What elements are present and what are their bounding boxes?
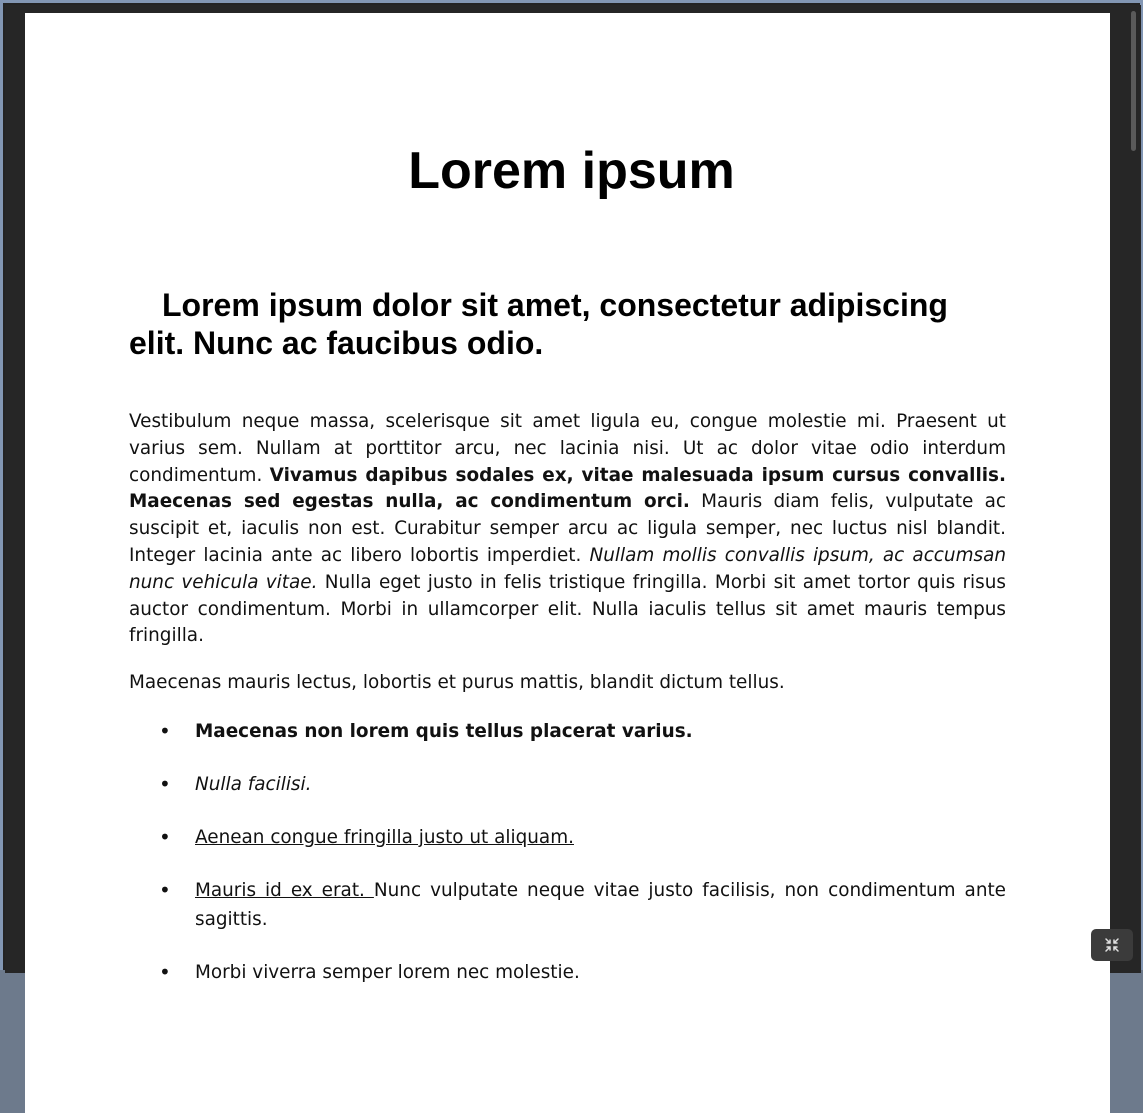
scrollbar-thumb[interactable] [1131,11,1136,151]
document-subtitle: Lorem ipsum dolor sit amet, consectetur adipiscing elit. Nunc ac faucibus odio. [129,287,948,361]
document-viewer [5,5,1141,983]
list-item [129,717,1006,746]
paragraph-1-text-e: Nulla eget justo in felis tristique fringilla. Morbi sit amet tortor quis risus auctor condimentum. Morbi in ullamcorper elit. Nulla iaculis tellus sit amet mauris tempus fringilla. [129,571,1006,647]
paragraph-1-text-c: Mauris diam felis, vulputate ac suscipit et, iaculis non est. Curabitur semper arcu ac ligula semper, nec luctus nisl blandit. Integer lacinia ante ac libero lobortis imperdiet. [129,491,1006,566]
list-item-underline: Aenean congue fringilla justo ut aliquam. [195,826,574,848]
list-item [129,876,1006,934]
compress-icon [1104,937,1120,953]
document-page [25,13,1110,1113]
list-item [129,770,1006,799]
exit-fullscreen-button[interactable] [1091,929,1133,961]
paragraph-2: Maecenas mauris lectus, lobortis et purus mattis, blandit dictum tellus. [129,672,785,694]
paragraph-1-text-a: Vestibulum neque massa, scelerisque sit amet ligula eu, congue molestie mi. Praesent ut varius sem. Nullam at porttitor arcu, nec lacinia nisi. Ut ac dolor vitae odio interdum condimentum. [129,411,1006,486]
document-body [129,409,1006,1011]
list-item-bold: Maecenas non lorem quis tellus placerat varius. [195,720,693,742]
list-item [129,823,1006,852]
paragraph-1-italic: Nullam mollis convallis ipsum, ac accumsan nunc vehicula vitae. [129,544,1006,593]
bullet-list [129,717,1006,987]
paragraph-1-bold: Vivamus dapibus sodales ex, vitae malesuada ipsum cursus convallis. Maecenas sed egestas nulla, ac condimentum orci. [129,464,1006,513]
list-item [129,958,1006,987]
list-item-text: Nunc vulputate neque vitae justo facilisis, non condimentum ante sagittis. [195,879,1006,930]
document-title: Lorem ipsum [408,142,735,200]
list-item-underline: Mauris id ex erat. [195,879,374,901]
vertical-scrollbar[interactable] [1127,5,1141,973]
paragraph-1 [129,409,1006,650]
list-item-italic: Nulla facilisi. [195,773,312,795]
list-item-text: Morbi viverra semper lorem nec molestie. [195,961,580,983]
